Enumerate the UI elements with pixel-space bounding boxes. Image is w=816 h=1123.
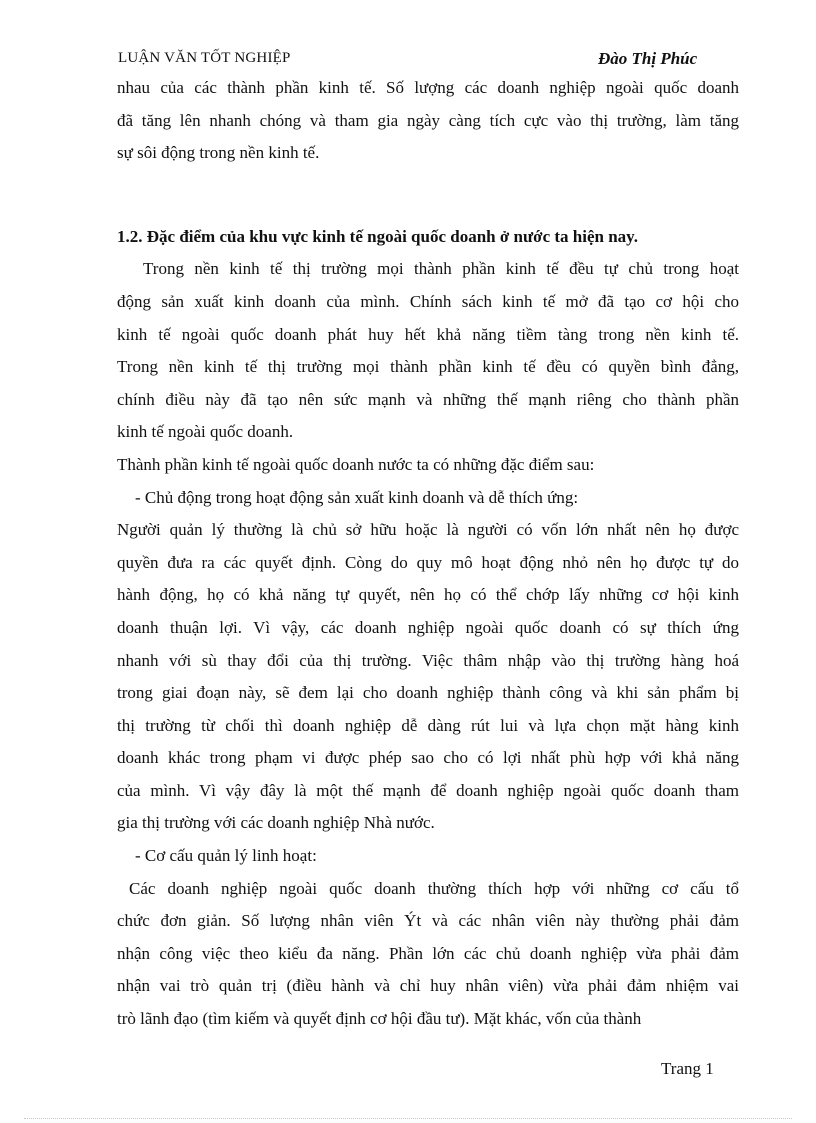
header-title: LUẬN VĂN TỐT NGHIỆP <box>118 50 291 66</box>
section-heading: 1.2. Đặc điểm của khu vực kinh tế ngoài quốc doanh ở nước ta hiện nay. <box>117 226 638 246</box>
footer-divider <box>24 1118 792 1119</box>
text-line: trò lãnh đạo (tìm kiếm và quyết định cơ hội đầu tư). Mặt khác, vốn của thành <box>117 1009 642 1029</box>
text-line: sự sôi động trong nền kinh tế. <box>117 143 320 163</box>
text-line: trong giai đoạn này, sẽ đem lại cho doanh nghiệp thành công và khi sản phẩm bị <box>117 683 739 703</box>
text-line: nhận công việc theo kiểu đa năng. Phần lớn các chủ doanh nghiệp vừa phải đảm <box>117 943 739 963</box>
text-line: kinh tế ngoài quốc doanh. <box>117 422 294 442</box>
page-number: Trang 1 <box>661 1059 714 1078</box>
text-line: Các doanh nghiệp ngoài quốc doanh thường thích hợp với những cơ cấu tổ <box>129 878 739 898</box>
bullet-line: - Cơ cấu quản lý linh hoạt: <box>135 846 317 866</box>
text-line: đã tăng lên nhanh chóng và tham gia ngày càng tích cực vào thị trường, làm tăng <box>117 110 739 130</box>
text-line: Trong nền kinh tế thị trường mọi thành phần kinh tế đều có quyền bình đẳng, <box>117 357 739 377</box>
text-line: của mình. Vì vậy đây là một thế mạnh để doanh nghiệp ngoài quốc doanh tham <box>117 780 739 800</box>
spacer <box>117 170 739 221</box>
text-line: doanh thuận lợi. Vì vậy, các doanh nghiệp ngoài quốc doanh có sự thích ứng <box>117 617 739 637</box>
text-line: kinh tế ngoài quốc doanh phát huy hết khả năng tiềm tàng trong nền kinh tế. <box>117 324 739 344</box>
body-text <box>117 72 739 1036</box>
text-line: chính điều này đã tạo nên sức mạnh và những thế mạnh riêng cho thành phần <box>117 389 739 409</box>
text-line: Thành phần kinh tế ngoài quốc doanh nước ta có những đặc điểm sau: <box>117 454 595 474</box>
text-line: nhanh với sù thay đổi của thị trường. Việc thâm nhập vào thị trường hàng hoá <box>117 650 739 670</box>
text-line: Người quản lý thường là chủ sở hữu hoặc là người có vốn lớn nhất nên họ được <box>117 520 739 540</box>
text-line: gia thị trường với các doanh nghiệp Nhà nước. <box>117 813 435 833</box>
text-line: nhận vai trò quản trị (điều hành và chỉ huy nhân viên) vừa phải đảm nhiệm vai <box>117 976 739 996</box>
text-line: thị trường từ chối thì doanh nghiệp dễ dàng rút lui và lựa chọn mặt hàng kinh <box>117 715 739 735</box>
text-line: chức đơn giản. Số lượng nhân viên Ýt và các nhân viên này thường phải đảm <box>117 911 739 931</box>
text-line: nhau của các thành phần kinh tế. Số lượng các doanh nghiệp ngoài quốc doanh <box>117 78 739 97</box>
text-line: quyền đưa ra các quyết định. Còng do quy mô hoạt động nhỏ nên họ được tự do <box>117 552 739 572</box>
text-line: Trong nền kinh tế thị trường mọi thành phần kinh tế đều tự chủ trong hoạt <box>143 259 739 279</box>
text-line: doanh khác trong phạm vi được phép sao cho có lợi nhất phù hợp với khả năng <box>117 748 739 768</box>
text-line: động sản xuất kinh doanh của mình. Chính sách kinh tế mở đã tạo cơ hội cho <box>117 291 739 311</box>
text-line: hành động, họ có khả năng tự quyết, nên họ có thể chớp lấy những cơ hội kinh <box>117 585 739 605</box>
header-author: Đào Thị Phúc <box>598 49 698 68</box>
bullet-line: - Chủ động trong hoạt động sản xuất kinh doanh và dễ thích ứng: <box>135 487 579 507</box>
